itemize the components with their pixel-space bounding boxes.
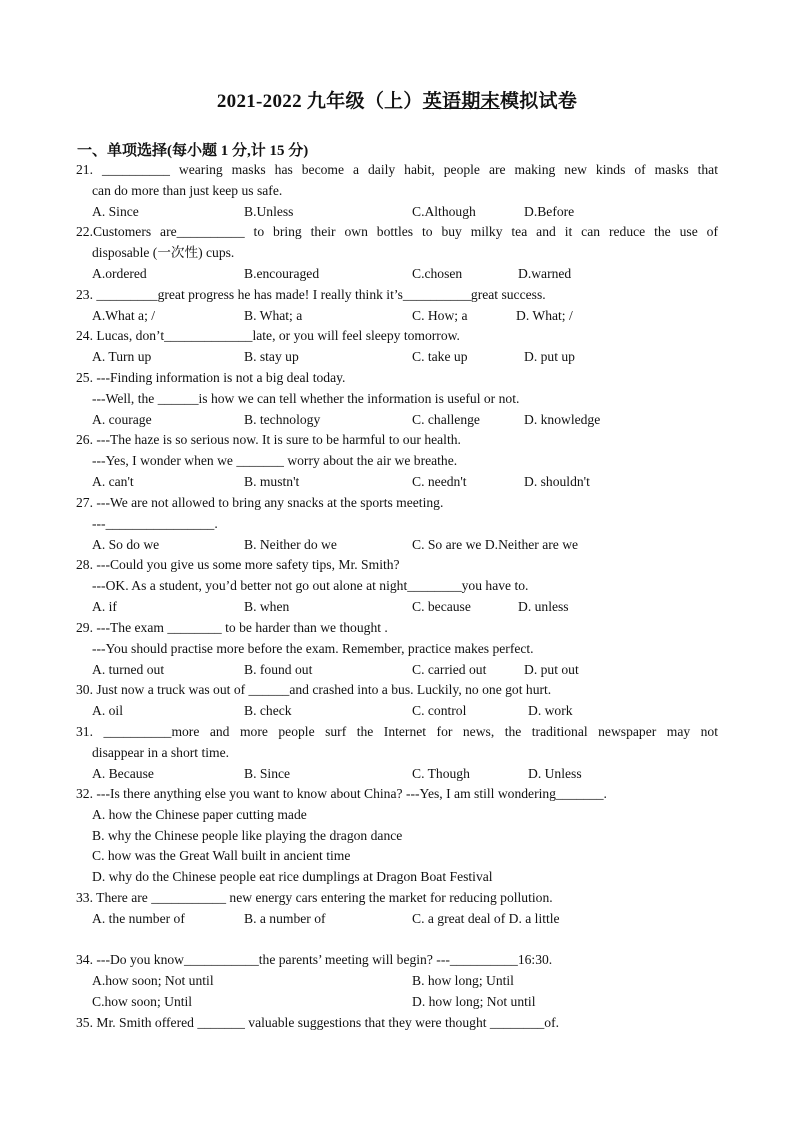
option-c: C. how was the Great Wall built in ancient time xyxy=(92,848,351,864)
option-a: A.how soon; Not until xyxy=(92,972,214,988)
question-line: ---OK. As a student, you’d better not go out alone at night________you have to. xyxy=(92,577,529,593)
options-row xyxy=(76,909,718,930)
options-row xyxy=(76,347,718,368)
question-line: ---Well, the ______is how we can tell whether the information is useful or not. xyxy=(92,390,520,406)
question-28 xyxy=(76,555,718,617)
question-22 xyxy=(76,222,718,284)
question-line: 29. ---The exam ________ to be harder than we thought . xyxy=(76,620,388,635)
option-d: D. shouldn't xyxy=(524,473,590,489)
question-line: 35. Mr. Smith offered _______ valuable suggestions that they were thought ________of. xyxy=(76,1015,560,1030)
question-line: 26. ---The haze is so serious now. It is sure to be harmful to our health. xyxy=(76,432,461,447)
options-row xyxy=(76,264,718,285)
question-line: 30. Just now a truck was out of ______and crashed into a bus. Luckily, no one got hurt. xyxy=(76,682,552,697)
option-c: C. challenge xyxy=(412,411,480,427)
option-c: C. needn't xyxy=(412,473,467,489)
option-c: C. Though xyxy=(412,765,470,781)
option-b: B. Since xyxy=(244,765,291,781)
options-row xyxy=(76,660,718,681)
options-row xyxy=(76,701,718,722)
question-24 xyxy=(76,326,718,368)
option-d: D. why do the Chinese people eat rice dumplings at Dragon Boat Festival xyxy=(92,869,493,885)
option-a: A. Turn up xyxy=(92,348,152,364)
option-c: C. because xyxy=(412,598,471,614)
question-line: 27. ---We are not allowed to bring any snacks at the sports meeting. xyxy=(76,495,444,510)
option-b: B. when xyxy=(244,598,290,614)
option-a: A. oil xyxy=(92,702,123,718)
question-21 xyxy=(76,160,718,222)
option-b: B. What; a xyxy=(244,307,303,323)
option-a: A. Because xyxy=(92,765,154,781)
options-row xyxy=(76,306,718,327)
question-line: 31. __________more and more people surf the Internet for news, the traditional newspaper may not xyxy=(76,724,718,739)
option-b: B. stay up xyxy=(244,348,299,364)
question-25 xyxy=(76,368,718,430)
option-c: C. a great deal of D. a little xyxy=(412,910,560,926)
question-line: disposable (一次性) cups. xyxy=(92,244,235,260)
option-c: C. take up xyxy=(412,348,468,364)
option-c: C. control xyxy=(412,702,467,718)
option-d: D. put out xyxy=(524,661,579,677)
question-line: can do more than just keep us safe. xyxy=(92,182,283,198)
option-a: A. can't xyxy=(92,473,134,489)
options-row xyxy=(76,764,718,785)
options-row xyxy=(76,992,718,1013)
options-row xyxy=(76,410,718,431)
options-row xyxy=(76,202,718,223)
question-line: disappear in a short time. xyxy=(92,744,230,760)
option-c: C. carried out xyxy=(412,661,487,677)
question-31 xyxy=(76,722,718,784)
title-part1: 2021-2022 九年级（上） xyxy=(216,91,423,112)
question-line: ---________________. xyxy=(92,515,218,531)
option-a: A. So do we xyxy=(92,536,160,552)
question-line: 22.Customers are__________ to bring their own bottles to buy milky tea and it can reduce the use of xyxy=(76,224,718,239)
option-b: B.Unless xyxy=(244,203,294,219)
option-b: B. technology xyxy=(244,411,321,427)
option-a: A. the number of xyxy=(92,910,185,926)
question-line: 24. Lucas, don’t_____________late, or you will feel sleepy tomorrow. xyxy=(76,328,460,343)
option-a: A. turned out xyxy=(92,661,165,677)
option-d: D. What; / xyxy=(516,307,573,323)
option-c: C. How; a xyxy=(412,307,468,323)
option-d: D. unless xyxy=(518,598,569,614)
option-b: B. check xyxy=(244,702,292,718)
title-part3: 模拟试卷 xyxy=(499,91,578,112)
option-a: A. how the Chinese paper cutting made xyxy=(92,806,307,822)
question-29 xyxy=(76,618,718,680)
option-c: C.how soon; Until xyxy=(92,993,193,1009)
question-line: 34. ---Do you know___________the parents’ meeting will begin? ---__________16:30. xyxy=(76,952,553,967)
question-26 xyxy=(76,430,718,492)
option-b: B. found out xyxy=(244,661,313,677)
option-c: C. So are we D.Neither are we xyxy=(412,536,579,552)
options-row xyxy=(76,597,718,618)
option-d: D. how long; Not until xyxy=(412,993,536,1009)
option-b: B. a number of xyxy=(244,910,326,926)
option-d: D. work xyxy=(528,702,573,718)
options-row xyxy=(76,472,718,493)
option-d: D.warned xyxy=(518,265,572,281)
question-30 xyxy=(76,680,718,722)
question-line: 28. ---Could you give us some more safety tips, Mr. Smith? xyxy=(76,557,400,572)
option-c: C.chosen xyxy=(412,265,463,281)
question-line: ---Yes, I wonder when we _______ worry about the air we breathe. xyxy=(92,452,458,468)
question-line: 32. ---Is there anything else you want to know about China? ---Yes, I am still wondering_______. xyxy=(76,786,607,801)
option-d: D. knowledge xyxy=(524,411,601,427)
title-part2: 英语期末 xyxy=(422,91,500,112)
question-line: 25. ---Finding information is not a big deal today. xyxy=(76,370,346,385)
option-b: B. Neither do we xyxy=(244,536,337,552)
options-row xyxy=(76,535,718,556)
section-heading: 一、单项选择(每小题 1 分,计 15 分) xyxy=(77,143,309,159)
options-row xyxy=(76,971,718,992)
question-line: 33. There are ___________ new energy cars entering the market for reducing pollution. xyxy=(76,890,553,905)
option-d: D. Unless xyxy=(528,765,582,781)
option-a: A.ordered xyxy=(92,265,147,281)
option-d: D. put up xyxy=(524,348,575,364)
question-line: ---You should practise more before the exam. Remember, practice makes perfect. xyxy=(92,640,534,656)
option-b: B. why the Chinese people like playing the dragon dance xyxy=(92,827,403,843)
question-23 xyxy=(76,285,718,327)
exam-title xyxy=(0,86,794,113)
option-d: D.Before xyxy=(524,203,575,219)
question-27 xyxy=(76,493,718,555)
option-b: B.encouraged xyxy=(244,265,320,281)
question-33 xyxy=(76,888,718,930)
question-35 xyxy=(76,1013,718,1034)
question-line: 21. __________ wearing masks has become a daily habit, people are making new kinds of masks that xyxy=(76,162,718,177)
option-a: A. Since xyxy=(92,203,139,219)
option-a: A. if xyxy=(92,598,117,614)
option-b: B. how long; Until xyxy=(412,972,514,988)
question-32 xyxy=(76,784,718,888)
question-34 xyxy=(76,950,718,1012)
question-line: 23. _________great progress he has made! I really think it’s__________great success. xyxy=(76,287,546,302)
option-b: B. mustn't xyxy=(244,473,300,489)
option-c: C.Although xyxy=(412,203,476,219)
option-a: A.What a; / xyxy=(92,307,156,323)
option-a: A. courage xyxy=(92,411,152,427)
